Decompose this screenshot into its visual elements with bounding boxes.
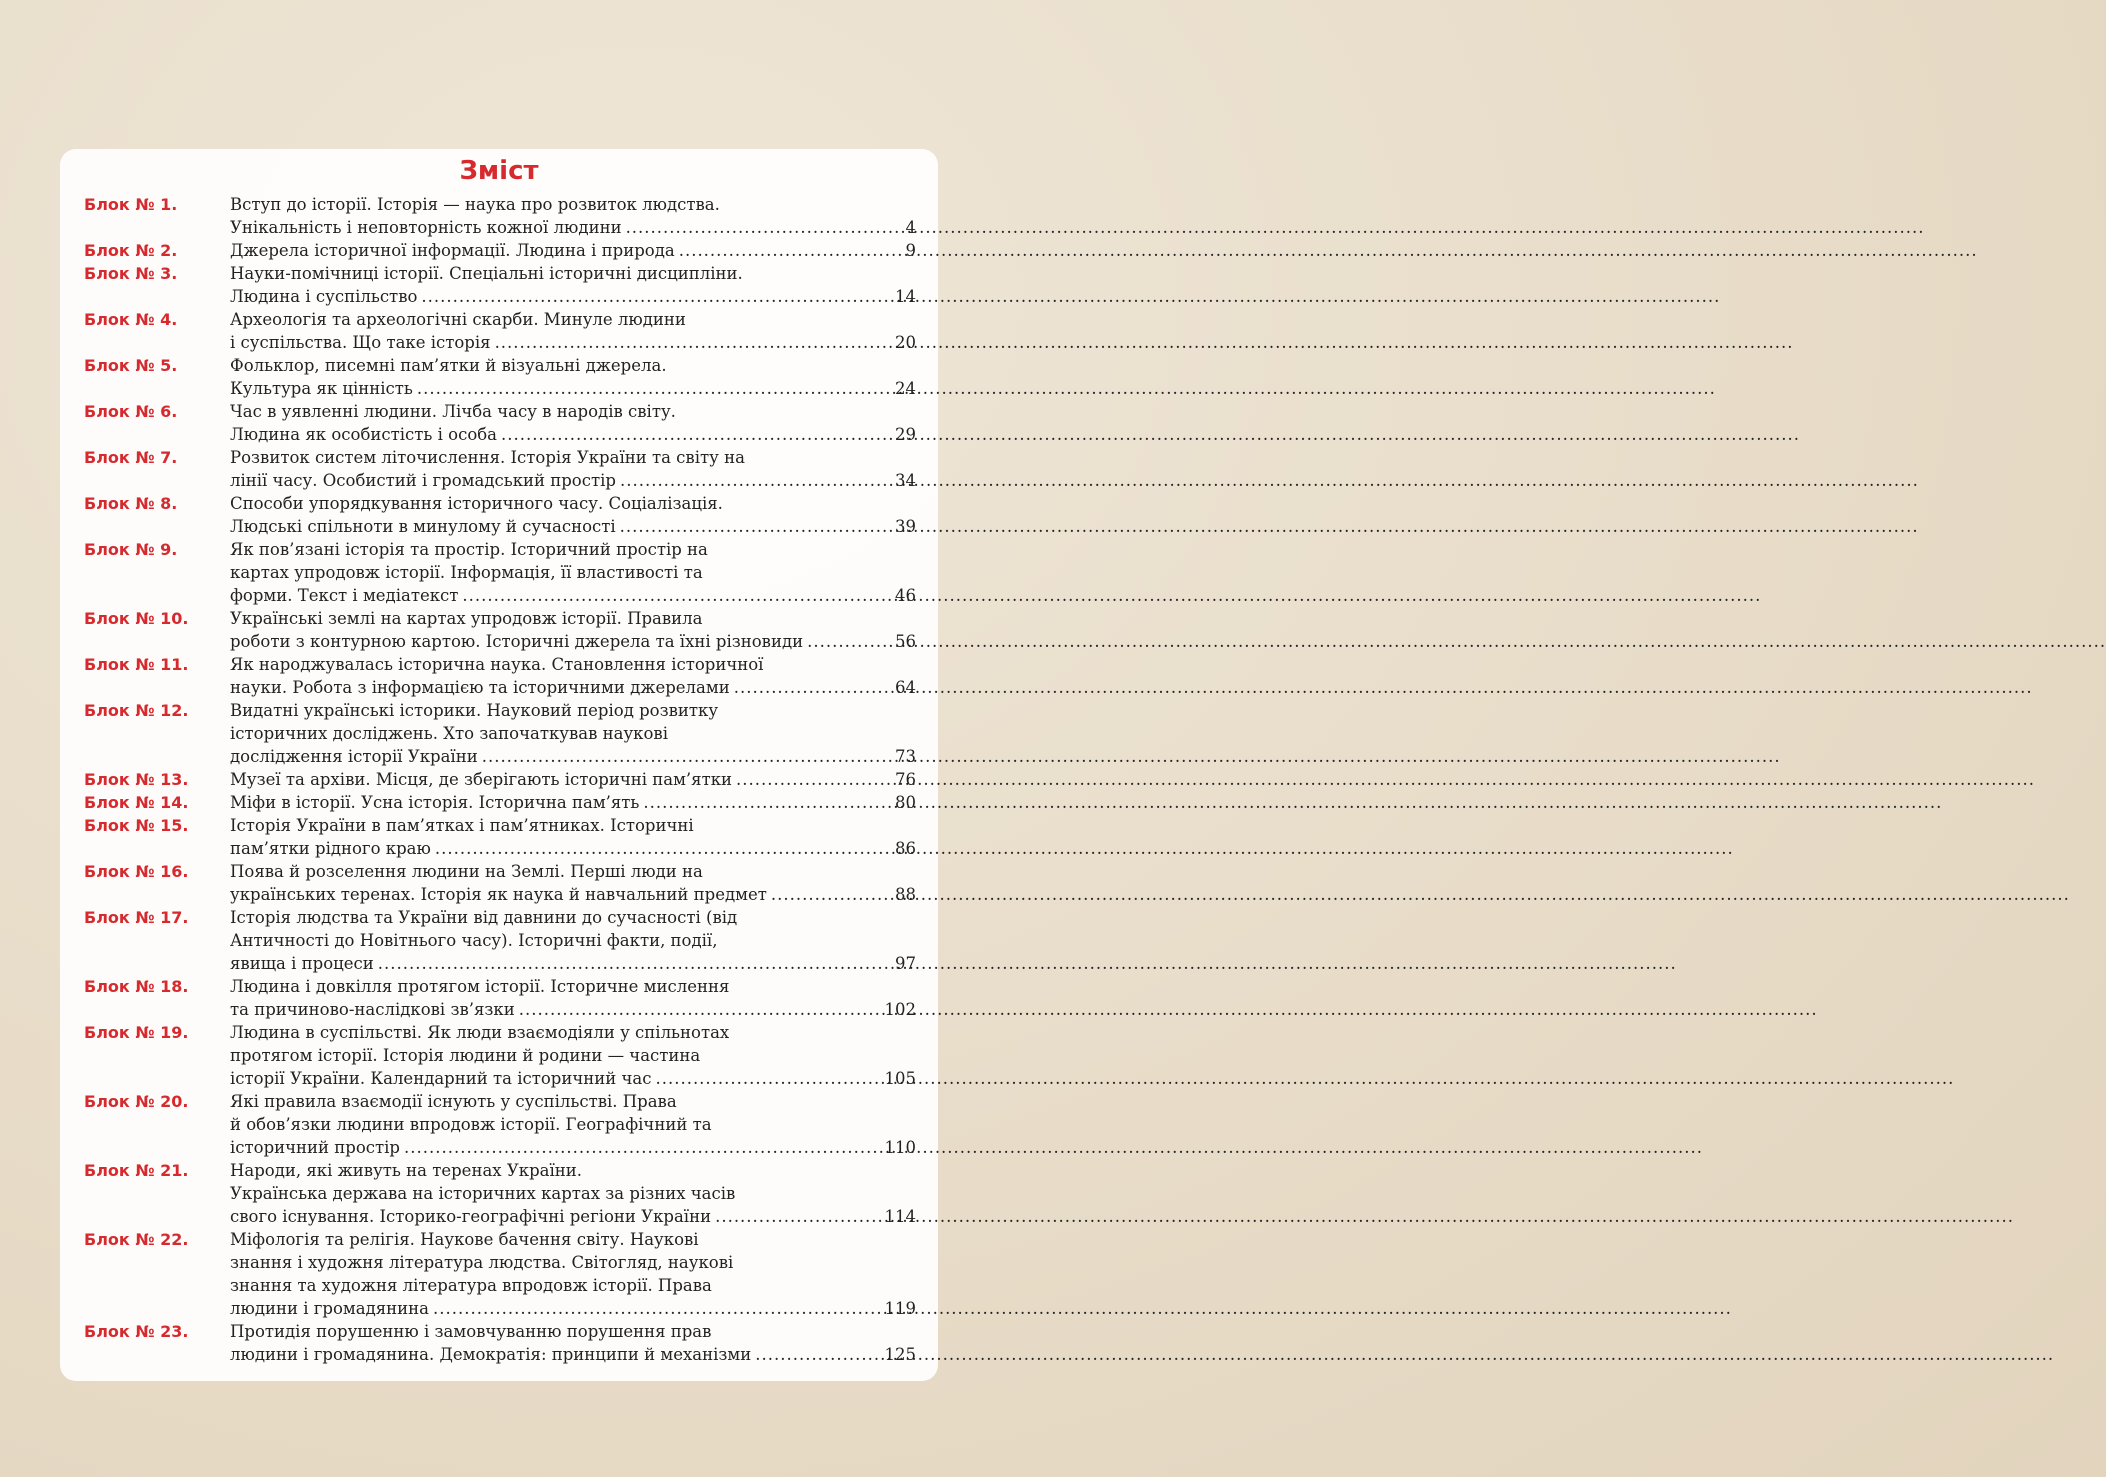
entry-title-text: пам’ятки рідного краю [230,839,431,858]
toc-entry[interactable] [84,446,916,492]
block-label: Блок № 18. [84,977,189,996]
entry-title-text: історії України. Календарний та історичний час [230,1069,652,1088]
dot-leader [711,1205,884,1228]
page-number: 102 [884,1000,916,1019]
block-label: Блок № 8. [84,494,178,513]
entry-title-line: Міфологія та релігія. Наукове бачення світу. Наукові [230,1230,699,1249]
toc-entry[interactable] [84,768,916,791]
entry-title-text: і суспільства. Що таке історія [230,333,491,352]
entry-title-line: Поява й розселення людини на Землі. Перші люди на [230,862,703,881]
contents-card [60,149,938,1381]
toc-entry[interactable] [84,607,916,653]
block-label: Блок № 21. [84,1161,189,1180]
entry-title-line: Історія людства та України від давнини до сучасності (від [230,908,738,927]
toc-entry[interactable] [84,538,916,607]
entry-title-line: Як пов’язані історія та простір. Історичний простір на [230,540,708,559]
dot-leader [491,331,895,354]
block-label: Блок № 13. [84,770,189,789]
entry-title-line: Як народжувалась історична наука. Становлення історичної [230,655,764,674]
page-number: 80 [895,793,916,812]
toc-entry[interactable] [84,354,916,400]
entry-title-text: Джерела історичної інформації. Людина і природа [230,241,675,260]
page-number: 9 [905,241,916,260]
block-label: Блок № 1. [84,195,178,214]
entry-title-line [230,791,916,814]
page-number: 56 [895,632,916,651]
page-number: 119 [884,1299,916,1318]
block-label: Блок № 22. [84,1230,189,1249]
dot-leader [497,423,895,446]
entry-title-line [230,1067,916,1090]
page-number: 114 [884,1207,916,1226]
page-number: 97 [895,954,916,973]
entry-title-line [230,1136,916,1159]
entry-title-line [230,745,916,768]
entry-title-line [230,515,916,538]
page-number: 14 [895,287,916,306]
block-label: Блок № 10. [84,609,189,628]
entry-title-text: явища і процеси [230,954,374,973]
page-number: 86 [895,839,916,858]
toc-entry[interactable] [84,1021,916,1090]
block-label: Блок № 5. [84,356,178,375]
block-label: Блок № 6. [84,402,178,421]
entry-title-line: Фольклор, писемні пам’ятки й візуальні джерела. [230,356,667,375]
toc-entry[interactable] [84,400,916,446]
block-label: Блок № 9. [84,540,178,559]
entry-title-line: Протидія порушенню і замовчуванню порушення прав [230,1322,712,1341]
entry-title-line: Які правила взаємодії існують у суспільстві. Права [230,1092,677,1111]
block-label: Блок № 16. [84,862,189,881]
entry-title-line [230,423,916,446]
block-label: Блок № 2. [84,241,178,260]
toc-entry[interactable] [84,193,916,239]
toc-entry[interactable] [84,699,916,768]
entry-title-line: Розвиток систем літочислення. Історія України та світу на [230,448,745,467]
page-number: 46 [895,586,916,605]
dot-leader [413,377,895,400]
block-label: Блок № 19. [84,1023,189,1042]
dot-leader [429,1297,885,1320]
entry-title-text: Людина і суспільство [230,287,418,306]
toc-entry[interactable] [84,791,916,814]
entry-title-line [230,1343,916,1366]
block-label: Блок № 3. [84,264,178,283]
entry-title-line [230,883,916,906]
entry-title-line: протягом історії. Історія людини й родини — частина [230,1046,701,1065]
toc-entry[interactable] [84,239,916,262]
entry-title-text: науки. Робота з інформацією та історичними джерелами [230,678,730,697]
contents-title: Зміст [459,156,539,186]
entry-title-line: Археологія та археологічні скарби. Минуле людини [230,310,686,329]
page-number: 73 [895,747,916,766]
toc-entry[interactable] [84,860,916,906]
block-label: Блок № 12. [84,701,189,720]
entry-title-line [230,998,916,1021]
dot-leader [639,791,895,814]
entry-title-line: й обов’язки людини впродовж історії. Географічний та [230,1115,712,1134]
dot-leader [374,952,895,975]
entry-title-line: Науки-помічниці історії. Спеціальні історичні дисципліни. [230,264,743,283]
entry-title-text: історичний простір [230,1138,400,1157]
page-number: 29 [895,425,916,444]
toc-entry[interactable] [84,1159,916,1228]
dot-leader [400,1136,885,1159]
toc-entry[interactable] [84,1228,916,1320]
entry-title-text: людини і громадянина. Демократія: принципи й механізми [230,1345,752,1364]
entry-title-text: Культура як цінність [230,379,413,398]
entry-title-line: історичних досліджень. Хто започаткував наукові [230,724,668,743]
entry-title-text: лінії часу. Особистий і громадський простір [230,471,616,490]
entry-title-line [230,1297,916,1320]
entry-title-line [230,837,916,860]
dot-leader [803,630,895,653]
entry-title-text: Музеї та архіви. Місця, де зберігають історичні пам’ятки [230,770,733,789]
dot-leader [616,469,895,492]
page-number: 4 [905,218,916,237]
entry-title-line: картах упродовж історії. Інформація, її властивості та [230,563,703,582]
dot-leader [515,998,885,1021]
toc-entry[interactable] [84,492,916,538]
page-number: 110 [884,1138,916,1157]
entry-title-line [230,630,916,653]
page-number: 105 [884,1069,916,1088]
entry-title-line: Українські землі на картах упродовж історії. Правила [230,609,703,628]
entry-title-line [230,768,916,791]
entry-title-line [230,216,916,239]
entry-title-text: Людина як особистість і особа [230,425,498,444]
toc-entry[interactable] [84,308,916,354]
entry-title-line [230,1205,916,1228]
dot-leader [616,515,895,538]
entry-title-text: Людські спільноти в минулому й сучасності [230,517,616,536]
block-label: Блок № 14. [84,793,189,812]
block-label: Блок № 15. [84,816,189,835]
page-number: 24 [895,379,916,398]
entry-title-line: Народи, які живуть на теренах України. [230,1161,582,1180]
entry-title-line [230,377,916,400]
entry-title-line: Видатні українські історики. Науковий період розвитку [230,701,719,720]
entry-title-line [230,331,916,354]
dot-leader [417,285,895,308]
entry-title-text: Унікальність і неповторність кожної людини [230,218,622,237]
toc-entry[interactable] [84,975,916,1021]
block-label: Блок № 17. [84,908,189,927]
entry-title-line [230,285,916,308]
entry-title-text: людини і громадянина [230,1299,429,1318]
page-number: 20 [895,333,916,352]
entry-title-text: форми. Текст і медіатекст [230,586,459,605]
page-number: 64 [895,678,916,697]
entry-title-text: українських теренах. Історія як наука й навчальний предмет [230,885,767,904]
entry-title-line: Українська держава на історичних картах за різних часів [230,1184,736,1203]
entry-title-line [230,239,916,262]
block-label: Блок № 20. [84,1092,189,1111]
entry-title-line: Час в уявленні людини. Лічба часу в народів світу. [230,402,676,421]
toc-entry[interactable] [84,1090,916,1159]
entry-title-text: дослідження історії України [230,747,478,766]
toc-entry[interactable] [84,906,916,975]
page-number: 76 [895,770,916,789]
entry-title-text: та причиново-наслідкові зв’язки [230,1000,515,1019]
toc-entry[interactable] [84,1320,916,1366]
toc-entry[interactable] [84,653,916,699]
entry-title-text: Міфи в історії. Усна історія. Історична пам’ять [230,793,640,812]
page-number: 34 [895,471,916,490]
dot-leader [751,1343,884,1366]
page-number: 125 [884,1345,916,1364]
dot-leader [730,676,895,699]
entry-title-line [230,952,916,975]
entry-title-line: Історія України в пам’ятках і пам’ятниках. Історичні [230,816,694,835]
toc-entry[interactable] [84,814,916,860]
entry-title-line: знання та художня література впродовж історії. Права [230,1276,712,1295]
entry-title-line: Людина в суспільстві. Як люди взаємодіяли у спільнотах [230,1023,730,1042]
page-number: 39 [895,517,916,536]
entry-title-text: роботи з контурною картою. Історичні джерела та їхні різновиди [230,632,804,651]
dot-leader [458,584,895,607]
dot-leader [675,239,906,262]
dot-leader [622,216,906,239]
block-label: Блок № 7. [84,448,178,467]
dot-leader [767,883,895,906]
block-label: Блок № 4. [84,310,178,329]
entry-title-line: Античності до Новітнього часу). Історичні факти, події, [230,931,718,950]
block-label: Блок № 23. [84,1322,189,1341]
page-number: 88 [895,885,916,904]
block-label: Блок № 11. [84,655,189,674]
entry-title-line [230,469,916,492]
dot-leader [651,1067,884,1090]
dot-leader [431,837,895,860]
dot-leader [478,745,895,768]
table-of-contents [84,193,916,1366]
entry-title-text: свого існування. Історико-географічні регіони України [230,1207,712,1226]
entry-title-line: знання і художня література людства. Світогляд, наукові [230,1253,734,1272]
entry-title-line: Способи упорядкування історичного часу. Соціалізація. [230,494,723,513]
toc-entry[interactable] [84,262,916,308]
entry-title-line: Вступ до історії. Історія — наука про розвиток людства. [230,195,720,214]
entry-title-line [230,584,916,607]
dot-leader [732,768,895,791]
entry-title-line [230,676,916,699]
entry-title-line: Людина і довкілля протягом історії. Історичне мислення [230,977,730,996]
